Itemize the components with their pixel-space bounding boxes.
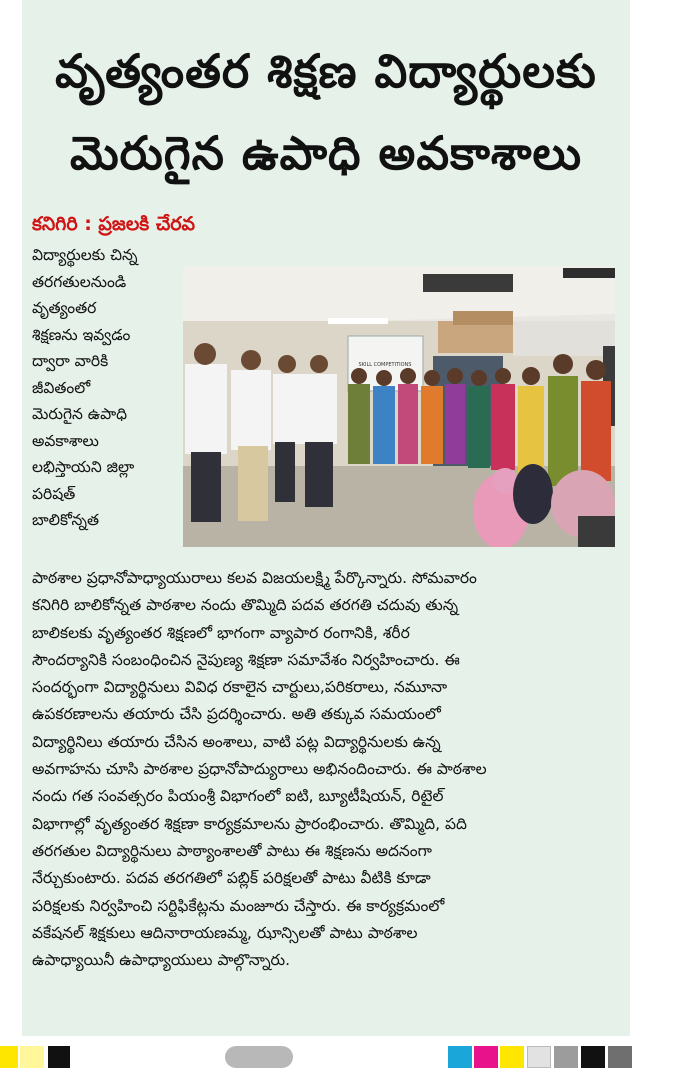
text-line: లభిస్తాయని జిల్లా (32, 458, 135, 476)
text-line: తరగతుల విద్యార్థినులు పాఠ్యాంశాలతో పాటు ఈ శిక్షణను అదనంగా (32, 841, 432, 860)
text-line: వృత్యంతర (32, 299, 97, 317)
photo-illustration (183, 266, 615, 547)
text-line: నేర్చుకుంటారు. పదవ తరగతిలో పబ్లిక్ పరిక్షలతో పాటు వీటికి కూడా (32, 869, 431, 888)
dateline: కనిగిరి : ప్రజలకి చేరవ (32, 213, 196, 235)
body-text (32, 565, 622, 974)
text-line: పరిషత్ (32, 484, 76, 503)
poster-text: SKILL COMPETITIONS (358, 362, 412, 368)
registration-mark-grey-pill (225, 1046, 293, 1068)
text-line: విద్యార్థినిలు తయారు చేసిన అంశాలు, వాటి పట్ల విద్యార్థినులకు ఉన్న (32, 732, 441, 751)
color-bar-cyan (448, 1046, 472, 1068)
color-bar-light-grey (527, 1046, 551, 1068)
color-bar-dark-grey (608, 1046, 632, 1068)
text-line: అవగాహను చూసి పాఠశాల ప్రధానోపాద్యురాలు అభినందించారు. ఈ పాఠశాల (32, 760, 487, 779)
color-bar-black (581, 1046, 605, 1068)
text-line: వకేషనల్ శిక్షకులు ఆదినారాయణమ్మ, ఝాన్సిలతో పాటు పాఠశాల (32, 923, 418, 942)
text-line: బాలికలకు వృత్యంతర శిక్షణలో భాగంగా వ్యాపార రంగానికి, శరీర (32, 623, 410, 642)
text-line: శిక్షణను ఇవ్వడం (32, 325, 131, 344)
text-line: జీవితంలో (32, 378, 91, 397)
text-line: తరగతులనుండి (32, 272, 127, 291)
text-line: సౌందర్యానికి సంబంధించిన నైపుణ్య శిక్షణా సమావేశం నిర్వహించారు. ఈ (32, 650, 460, 669)
news-photo (183, 266, 615, 547)
headline-line-1: వృత్యంతర శిక్షణ విద్యార్థులకు (55, 44, 597, 98)
headline-line-2: మెరుగైన ఉపాధి అవకాశాలు (69, 126, 583, 180)
text-line: పాఠశాల ప్రధానోపాధ్యాయురాలు కలవ విజయలక్ష్మి పేర్కొన్నారు. సోమవారం (32, 569, 477, 587)
registration-mark-black (48, 1046, 70, 1068)
text-line: నందు గత సంవత్సరం పియంశ్రీ విభాగంలో ఐటి, బ్యూటీషియన్, రిటైల్ (32, 787, 444, 806)
color-bar-grey (554, 1046, 578, 1068)
text-line: విద్యార్థులకు చిన్న (32, 246, 138, 264)
text-line: పరిక్షలకు నిర్వహించి సర్టిఫికేట్లను మంజూరు చేస్తారు. ఈ కార్యక్రమంలో (32, 896, 445, 915)
text-line: సందర్భంగా విద్యార్థినులు వివిధ రకాలైన చార్టులు,పరికరాలు, నమూనా (32, 678, 448, 697)
color-bar-magenta (474, 1046, 498, 1068)
text-line: విభాగాల్లో వృత్యంతర శిక్షణా కార్యక్రమాలను ప్రారంభించారు. తొమ్మిది, పది (32, 814, 467, 833)
narrow-column-text (32, 242, 182, 534)
text-line: ద్వారా వారికి (32, 352, 109, 370)
registration-mark-yellow (0, 1046, 18, 1068)
cut-off-previous-line (40, 0, 600, 6)
text-line: మెరుగైన ఉపాధి (32, 405, 128, 423)
text-line: కనిగిరి బాలికోన్నత పాఠశాల నందు తొమ్మిది పదవ తరగతి చదువు తున్న (32, 596, 459, 615)
text-line: బాలికోన్నత (32, 511, 100, 529)
color-bar-yellow (500, 1046, 524, 1068)
text-line: ఉపాధ్యాయినీ ఉపాధ్యాయులు పాల్గొన్నారు. (32, 951, 291, 970)
text-line: ఉపకరణాలను తయారు చేసి ప్రదర్శించారు. అతి తక్కువ సమయంలో (32, 705, 441, 724)
registration-mark-light-yellow (20, 1046, 44, 1068)
text-line: అవకాశాలు (32, 431, 99, 450)
